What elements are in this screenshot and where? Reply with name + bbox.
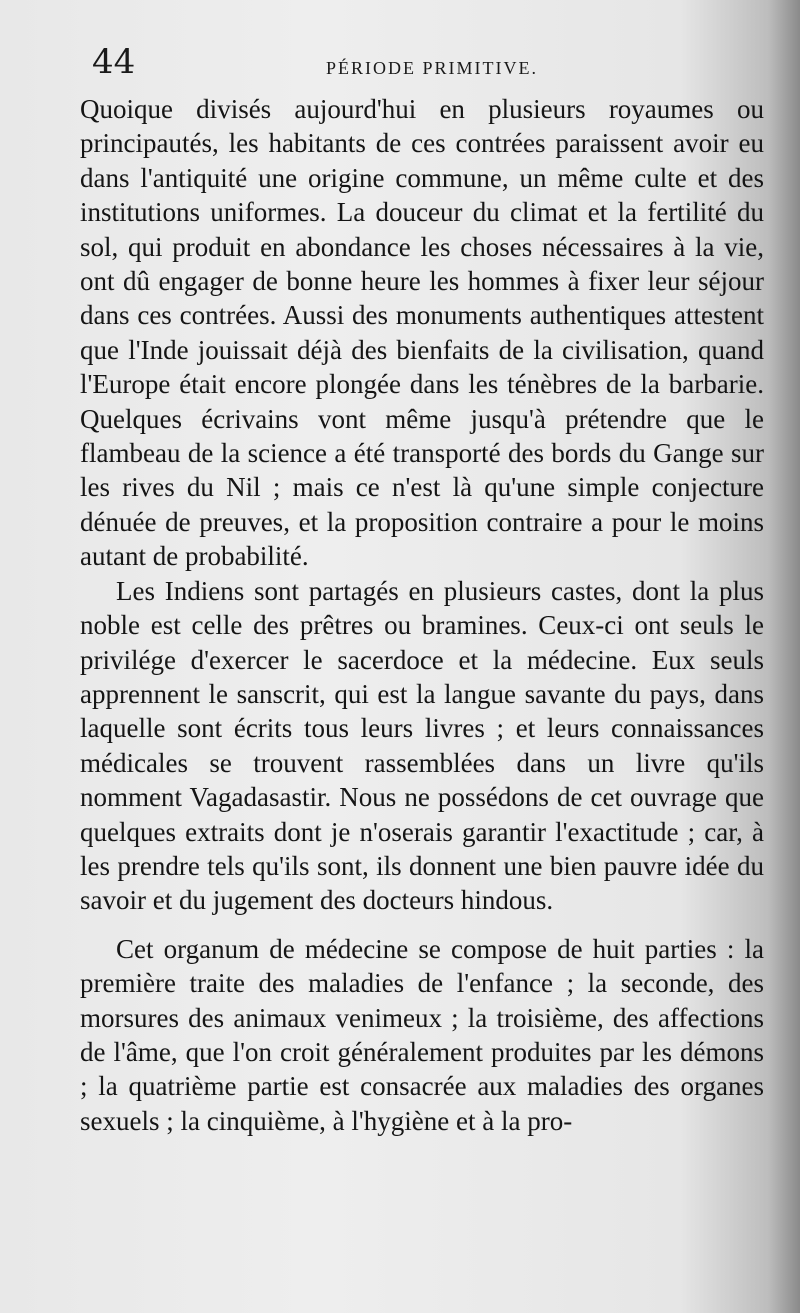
paragraph-1: Quoique divisés aujourd'hui en plusieurs royaumes ou principautés, les habitants de ces contrées paraissent avoir eu dans l'antiquité une origine commune, un même culte et des institutions uniformes. La douceur du climat et la fertilité du sol, qui produit en abondance les choses nécessaires à la vie, ont dû engager de bonne heure les hommes à fixer leur séjour dans ces contrées. Aussi des monuments authentiques attestent que l'Inde jouissait déjà des bienfaits de la civilisation, quand l'Europe était encore plongée dans les ténèbres de la barbarie. Quelques écrivains vont même jusqu'à prétendre que le flambeau de la science a été transporté des bords du Gange sur les rives du Nil ; mais ce n'est là qu'une simple conjecture dénuée de preuves, et la proposition contraire a pour le moins autant de probabilité. — [80, 94, 764, 572]
page-header — [92, 42, 772, 92]
running-head: PÉRIODE PRIMITIVE. — [326, 58, 538, 78]
paragraph-3: Cet organum de médecine se compose de huit parties : la première traite des maladies de l'enfance ; la seconde, des morsures des animaux venimeux ; la troisième, des affections de l'âme, que l'on croit généralement produites par les démons ; la quatrième partie est consacrée aux maladies des organes sexuels ; la cinquième, à l'hygiène et à la pro- — [80, 933, 764, 1136]
body-text — [80, 92, 764, 1138]
page-number: 44 — [92, 42, 136, 82]
paragraph-2: Les Indiens sont partagés en plusieurs castes, dont la plus noble est celle des prêtres ou bramines. Ceux-ci ont seuls le privilége d'exercer le sacerdoce et la médecine. Eux seuls apprennent le sanscrit, qui est la langue savante du pays, dans laquelle sont écrits tous leurs livres ; et leurs connaissances médicales se trouvent rassemblées dans un livre qu'ils nomment Vagadasastir. Nous ne possédons de cet ouvrage que quelques extraits dont je n'oserais garantir l'exactitude ; car, à les prendre tels qu'ils sont, ils donnent une bien pauvre idée du savoir et du jugement des docteurs hindous. — [80, 575, 764, 916]
